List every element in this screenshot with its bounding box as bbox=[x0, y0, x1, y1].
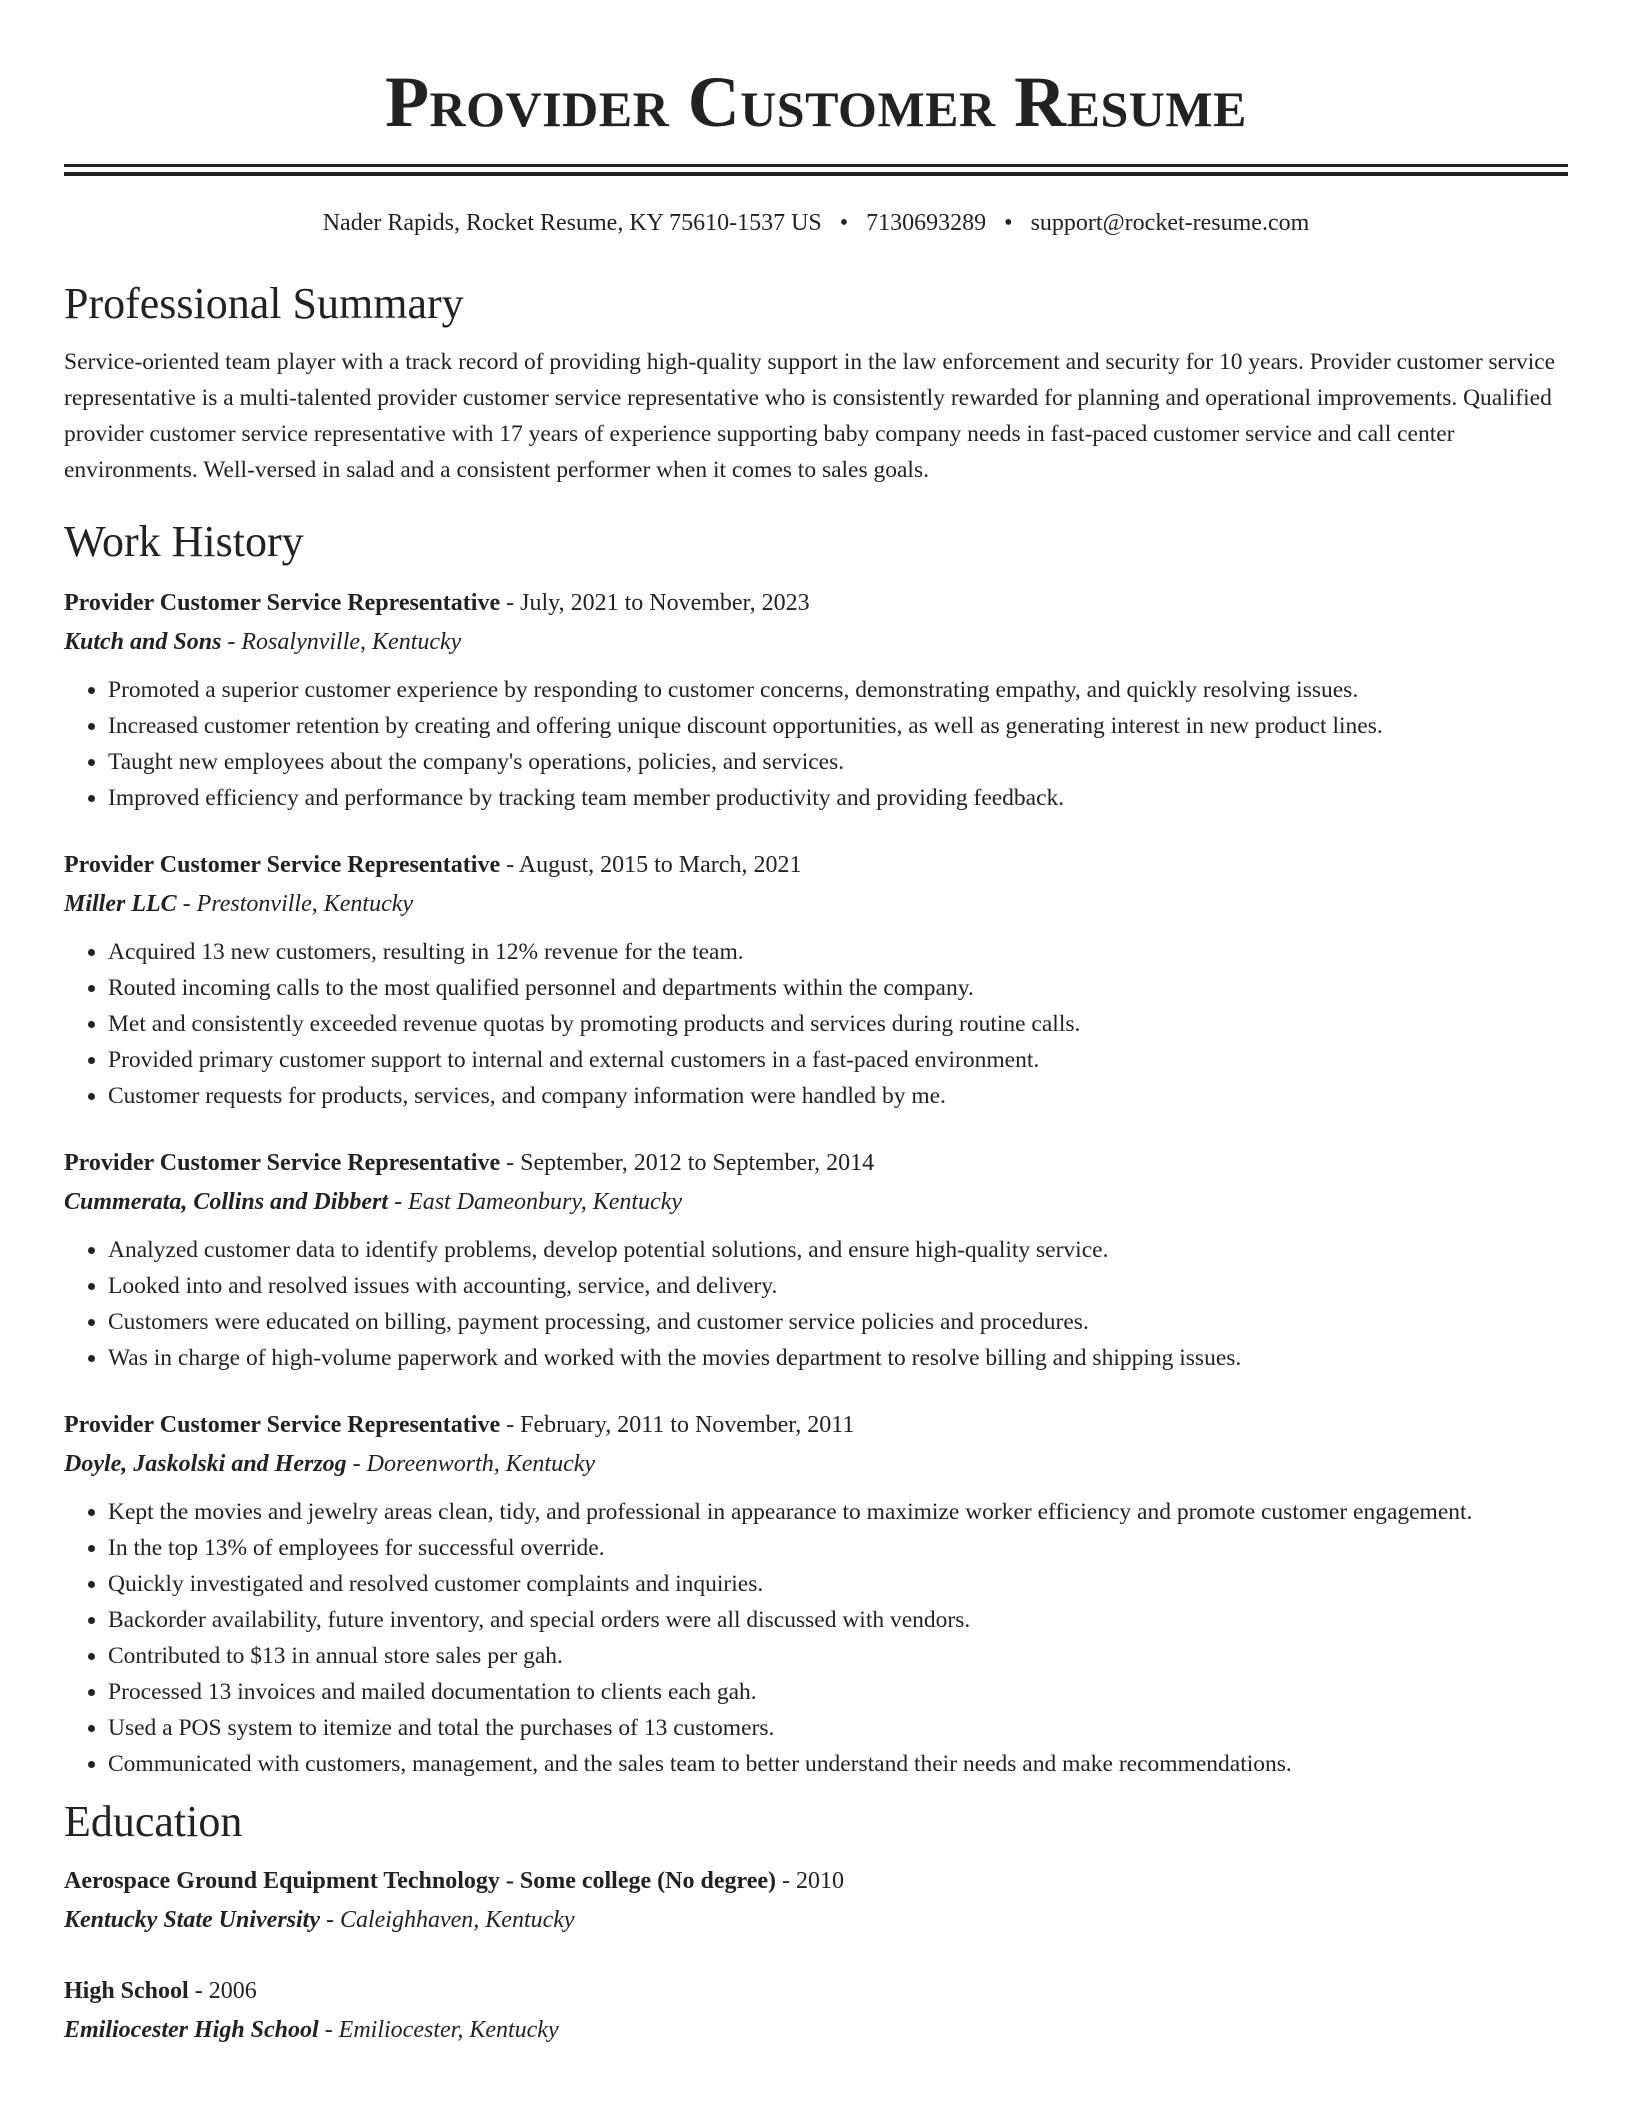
job-entry bbox=[64, 1406, 1568, 1782]
summary-text: Service-oriented team player with a track record of providing high-quality support in the law enforcement and security for 10 years. Provider customer service representative is a multi-talented provider customer service representative who is consistently rewarded for planning and operational improvements. Qualified provider customer service representative with 17 years of experience supporting baby company needs in fast-paced customer service and call center environments. Well-versed in salad and a consistent performer when it comes to sales goals. bbox=[64, 349, 1556, 483]
job-company: Cummerata, Collins and Dibbert bbox=[64, 1189, 389, 1215]
job-dates: - February, 2011 to November, 2011 bbox=[500, 1412, 855, 1438]
title-divider bbox=[64, 164, 1568, 176]
job-entry bbox=[64, 846, 1568, 1114]
job-role: Provider Customer Service Representative bbox=[64, 1412, 501, 1438]
education-location: - Emiliocester, Kentucky bbox=[318, 2017, 559, 2043]
education-header bbox=[64, 1862, 1568, 1900]
job-header bbox=[64, 1406, 1568, 1444]
education-year: - 2010 bbox=[775, 1868, 844, 1894]
job-role: Provider Customer Service Representative bbox=[64, 590, 501, 616]
education-entry bbox=[64, 1862, 1568, 1940]
job-bullets bbox=[64, 1494, 1568, 1782]
job-company: Doyle, Jaskolski and Herzog bbox=[64, 1451, 347, 1477]
job-bullet: • Was in charge of high-volume paperwork and worked with the movies department to resolve billing and shipping issues. bbox=[108, 1340, 1568, 1376]
education-school: Emiliocester High School bbox=[64, 2017, 319, 2043]
contact-address: Nader Rapids, Rocket Resume, KY 75610-1537 US bbox=[322, 210, 822, 236]
contact-separator: • bbox=[839, 210, 849, 236]
job-bullet: • Communicated with customers, management, and the sales team to better understand their needs and make recommendations. bbox=[108, 1746, 1568, 1782]
job-bullet: • Routed incoming calls to the most qualified personnel and departments within the company. bbox=[108, 970, 1568, 1006]
job-bullet: • Customers were educated on billing, payment processing, and customer service policies and procedures. bbox=[108, 1304, 1568, 1340]
job-role: Provider Customer Service Representative bbox=[64, 1150, 501, 1176]
job-bullet: • Used a POS system to itemize and total the purchases of 13 customers. bbox=[108, 1710, 1568, 1746]
job-role: Provider Customer Service Representative bbox=[64, 852, 501, 878]
job-employer-line bbox=[64, 622, 1568, 662]
job-bullets bbox=[64, 672, 1568, 816]
education-degree: Aerospace Ground Equipment Technology - Some college (No degree) bbox=[64, 1868, 776, 1894]
job-location: - East Dameonbury, Kentucky bbox=[388, 1189, 682, 1215]
job-bullet: • Acquired 13 new customers, resulting in 12% revenue for the team. bbox=[108, 934, 1568, 970]
job-entry bbox=[64, 1144, 1568, 1376]
contact-phone: 7130693289 bbox=[866, 210, 987, 236]
job-dates: - August, 2015 to March, 2021 bbox=[500, 852, 802, 878]
education-header bbox=[64, 1972, 1568, 2010]
job-bullet: • Increased customer retention by creating and offering unique discount opportunities, as well as generating interest in new product lines. bbox=[108, 708, 1568, 744]
job-bullet: • Provided primary customer support to internal and external customers in a fast-paced environment. bbox=[108, 1042, 1568, 1078]
education-degree: High School bbox=[64, 1978, 189, 2004]
job-bullet: • Met and consistently exceeded revenue quotas by promoting products and services during routine calls. bbox=[108, 1006, 1568, 1042]
job-bullet: • Processed 13 invoices and mailed documentation to clients each gah. bbox=[108, 1674, 1568, 1710]
job-employer-line bbox=[64, 884, 1568, 924]
job-bullets bbox=[64, 934, 1568, 1114]
job-bullet: • Improved efficiency and performance by tracking team member productivity and providing feedback. bbox=[108, 780, 1568, 816]
job-company: Kutch and Sons bbox=[64, 629, 222, 655]
job-bullet: • Taught new employees about the company's operations, policies, and services. bbox=[108, 744, 1568, 780]
job-bullet: • Kept the movies and jewelry areas clean, tidy, and professional in appearance to maximize worker efficiency and promote customer engagement. bbox=[108, 1494, 1568, 1530]
job-bullet: • Analyzed customer data to identify problems, develop potential solutions, and ensure high-quality service. bbox=[108, 1232, 1568, 1268]
job-bullet: • Promoted a superior customer experience by responding to customer concerns, demonstrating empathy, and quickly resolving issues. bbox=[108, 672, 1568, 708]
job-location: - Rosalynville, Kentucky bbox=[221, 629, 462, 655]
job-bullet: • In the top 13% of employees for successful override. bbox=[108, 1530, 1568, 1566]
job-location: - Doreenworth, Kentucky bbox=[346, 1451, 596, 1477]
contact-line bbox=[64, 208, 1568, 238]
education-school-line bbox=[64, 2010, 1568, 2050]
job-header bbox=[64, 846, 1568, 884]
job-header bbox=[64, 584, 1568, 622]
resume-title: Provider Customer Resume bbox=[385, 62, 1247, 142]
job-dates: - July, 2021 to November, 2023 bbox=[500, 590, 810, 616]
education-school: Kentucky State University bbox=[64, 1907, 320, 1933]
work-history-heading: Work History bbox=[64, 517, 304, 566]
job-location: - Prestonville, Kentucky bbox=[176, 891, 414, 917]
job-bullet: • Backorder availability, future inventory, and special orders were all discussed with vendors. bbox=[108, 1602, 1568, 1638]
job-bullets bbox=[64, 1232, 1568, 1376]
job-employer-line bbox=[64, 1444, 1568, 1484]
job-entry bbox=[64, 584, 1568, 816]
contact-email: support@rocket-resume.com bbox=[1030, 210, 1310, 236]
education-school-line bbox=[64, 1900, 1568, 1940]
education-entry bbox=[64, 1972, 1568, 2050]
job-bullet: • Looked into and resolved issues with accounting, service, and delivery. bbox=[108, 1268, 1568, 1304]
job-company: Miller LLC bbox=[64, 891, 177, 917]
education-year: - 2006 bbox=[188, 1978, 257, 2004]
education-heading: Education bbox=[64, 1797, 243, 1846]
job-bullet: • Customer requests for products, services, and company information were handled by me. bbox=[108, 1078, 1568, 1114]
resume-page bbox=[64, 0, 1568, 2050]
job-header bbox=[64, 1144, 1568, 1182]
job-bullet: • Quickly investigated and resolved customer complaints and inquiries. bbox=[108, 1566, 1568, 1602]
education-location: - Caleighhaven, Kentucky bbox=[319, 1907, 575, 1933]
job-employer-line bbox=[64, 1182, 1568, 1222]
summary-heading: Professional Summary bbox=[64, 279, 464, 328]
job-dates: - September, 2012 to September, 2014 bbox=[500, 1150, 875, 1176]
job-bullet: • Contributed to $13 in annual store sales per gah. bbox=[108, 1638, 1568, 1674]
contact-separator: • bbox=[1004, 210, 1013, 236]
